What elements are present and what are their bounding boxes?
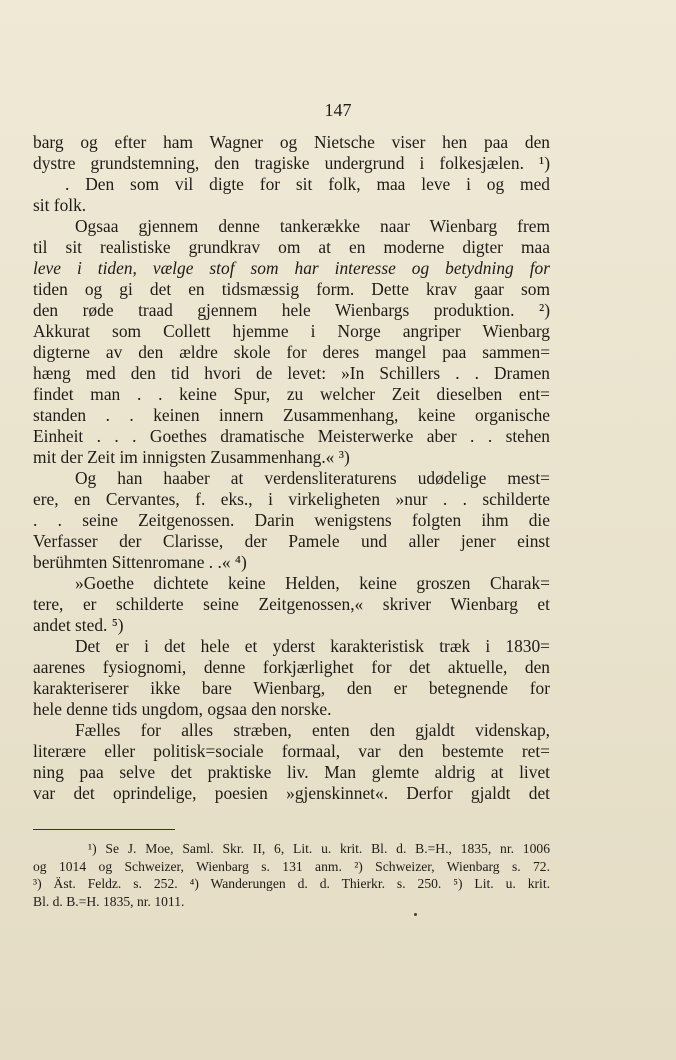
page-number: 147 [324, 100, 352, 120]
text-line: Og han haaber at verdensliteraturens udødelige mest= [75, 468, 550, 488]
text-line: digterne av den ældre skole for deres mangel paa sammen= [33, 342, 550, 362]
footnote-line: ³) Äst. Feldz. s. 252. ⁴) Wanderungen d. d. Thierkr. s. 250. ⁵) Lit. u. krit. [33, 876, 550, 891]
text-line: tiden og gi det en tidsmæssig form. Dette krav gaar som [33, 279, 550, 299]
text-line: standen . . keinen innern Zusammenhang, keine organische [33, 405, 550, 425]
text-line: Fælles for alles stræben, enten den gjaldt videnskap, [75, 720, 550, 740]
text-line: Verfasser der Clarisse, der Pamele und aller jener einst [33, 531, 550, 551]
text-line: var det oprindelige, poesien »gjenskinnet«. Derfor gjaldt det [33, 783, 550, 803]
text-line: berühmten Sittenromane . .« ⁴) [33, 552, 247, 572]
text-line: hæng med den tid hvori de levet: »In Schillers . . Dramen [33, 363, 550, 383]
text-line: Akkurat som Collett hjemme i Norge angriper Wienbarg [33, 321, 550, 341]
text-line: leve i tiden, vælge stof som har interesse og betydning for [33, 258, 550, 278]
text-line: Ogsaa gjennem denne tankerække naar Wienbarg frem [75, 216, 550, 236]
text-line: ere, en Cervantes, f. eks., i virkeligheten »nur . . schilderte [33, 489, 550, 509]
text-line: karakteriserer ikke bare Wienbarg, den er betegnende for [33, 678, 550, 698]
text-line: . Den som vil digte for sit folk, maa leve i og med [65, 174, 550, 194]
body-text [33, 132, 550, 804]
text-line: »Goethe dichtete keine Helden, keine groszen Charak= [75, 573, 550, 593]
text-line: tere, er schilderte seine Zeitgenossen,« skriver Wienbarg et [33, 594, 550, 614]
footnote-line: ¹) Se J. Moe, Saml. Skr. II, 6, Lit. u. krit. Bl. d. B.=H., 1835, nr. 1006 [88, 841, 550, 856]
text-line: . . seine Zeitgenossen. Darin wenigstens folgten ihm die [33, 510, 550, 530]
text-line: Det er i det hele et yderst karakteristisk træk i 1830= [75, 636, 550, 656]
text-line: ning paa selve det praktiske liv. Man glemte aldrig at livet [33, 762, 550, 782]
text-line: literære eller politisk=sociale formaal, var den bestemte ret= [33, 741, 550, 761]
text-line: hele denne tids ungdom, ogsaa den norske. [33, 699, 332, 719]
text-line: sit folk. [33, 195, 87, 215]
footnote-divider [33, 829, 175, 830]
footnote-line: og 1014 og Schweizer, Wienbarg s. 131 anm. ²) Schweizer, Wienbarg s. 72. [33, 858, 550, 874]
footnote-line: Bl. d. B.=H. 1835, nr. 1011. [33, 893, 185, 909]
footnotes [33, 840, 550, 910]
text-line: findet man . . keine Spur, zu welcher Zeit dieselben ent= [33, 384, 550, 404]
text-line: til sit realistiske grundkrav om at en moderne digter maa [33, 237, 550, 257]
text-line: barg og efter ham Wagner og Nietsche viser hen paa den [33, 132, 550, 152]
text-line: andet sted. ⁵) [33, 615, 124, 635]
text-line: mit der Zeit im innigsten Zusammenhang.« ³) [33, 447, 350, 467]
text-line: Einheit . . . Goethes dramatische Meisterwerke aber . . stehen [33, 426, 550, 446]
text-line: aarenes fysiognomi, denne forkjærlighet for det aktuelle, den [33, 657, 550, 677]
text-line: den røde traad gjennem hele Wienbargs produktion. ²) [33, 300, 550, 320]
text-line: dystre grundstemning, den tragiske undergrund i folkesjælen. ¹) [33, 153, 550, 173]
ink-speck [414, 913, 417, 916]
